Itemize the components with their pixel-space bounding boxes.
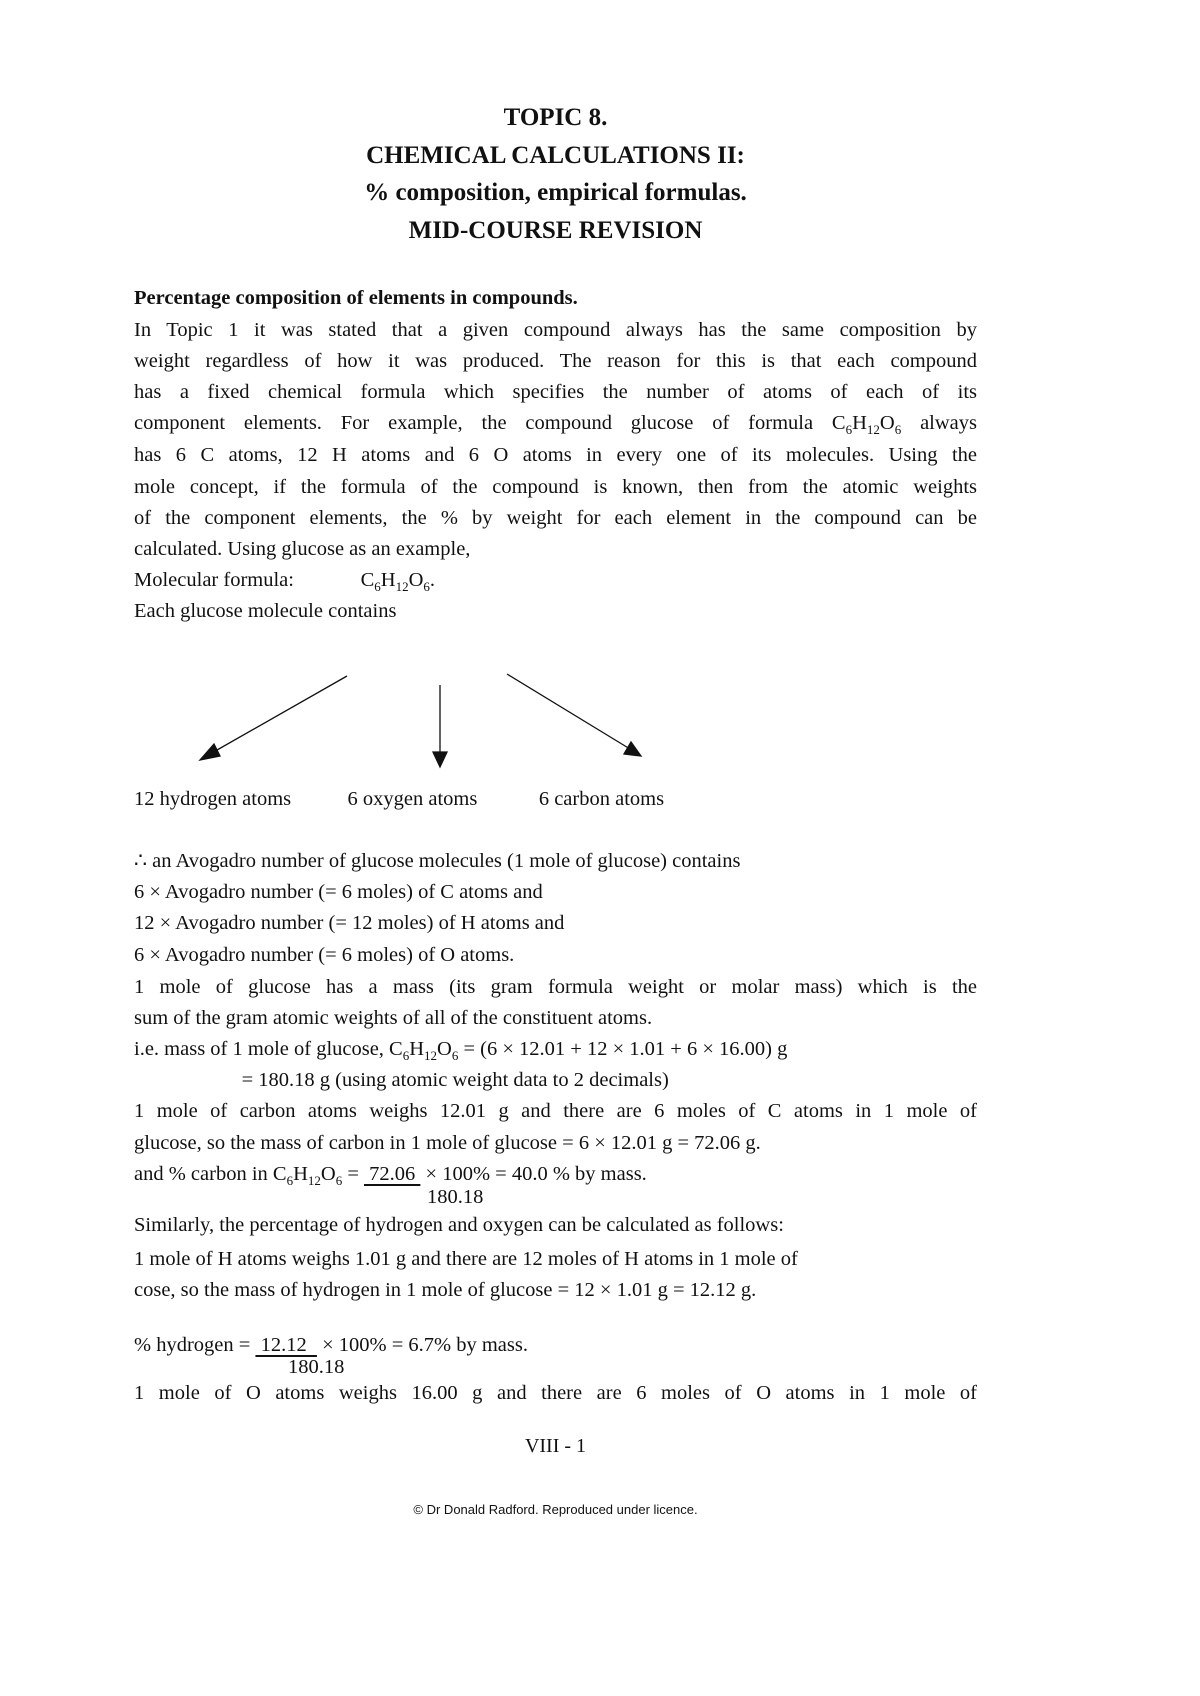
fraction-numerator: 12.12 xyxy=(255,1334,317,1356)
text-segment: 1 mole of H atoms weighs 1.01 g and there are 12 moles of H atoms in 1 mole of xyxy=(134,1248,798,1270)
text-segment: weight regardless of how it was produced. The reason for this is that each compound xyxy=(134,350,977,372)
text-segment: 1 mole of carbon atoms weighs 12.01 g and there are 6 moles of C atoms in 1 mole of xyxy=(134,1100,977,1122)
subscript: 6 xyxy=(286,1173,294,1188)
fraction-numerator: 72.06 xyxy=(364,1163,421,1185)
text-segment: = (6 × 12.01 + 12 × 1.01 + 6 × 16.00) g xyxy=(458,1038,788,1060)
text-segment: component elements. For example, the compound glucose of formula C xyxy=(134,412,846,434)
topic-number: TOPIC 8. xyxy=(503,104,608,131)
subscript: 6 xyxy=(894,422,902,437)
text-segment: O xyxy=(879,412,895,434)
subscript: 6 xyxy=(423,579,430,594)
text-segment: O xyxy=(320,1163,336,1185)
text-segment: . xyxy=(429,569,436,591)
text-segment: 1 mole of glucose has a mass (its gram formula weight or molar mass) which is the xyxy=(134,976,977,998)
text-segment: has a fixed chemical formula which specifies the number of atoms of each of its xyxy=(134,381,977,403)
text-segment: = xyxy=(342,1163,365,1185)
text-segment: 12 hydrogen atoms 6 oxygen atoms 6 carbon atoms xyxy=(134,788,665,810)
text-segment: 180.18 xyxy=(288,1356,345,1378)
subscript: 6 xyxy=(845,422,853,437)
text-segment: always xyxy=(901,412,977,434)
subscript: 12 xyxy=(866,422,880,437)
text-segment: 6 × Avogadro number (= 6 moles) of C atoms and xyxy=(134,881,543,903)
text-segment: Percentage composition of elements in compounds. xyxy=(134,287,578,309)
text-segment: In Topic 1 it was stated that a given compound always has the same composition by xyxy=(134,319,977,341)
text-segment: O xyxy=(437,1038,452,1060)
topic-subtitle: % composition, empirical formulas. xyxy=(364,179,747,206)
arrow-to-carbon xyxy=(507,674,630,749)
topic-revision: MID-COURSE REVISION xyxy=(408,217,703,244)
text-segment: Each glucose molecule contains xyxy=(134,600,397,622)
text-segment: ∴ an Avogadro number of glucose molecules (1 mole of glucose) contains xyxy=(134,850,741,872)
text-segment: and % carbon in C xyxy=(134,1163,287,1185)
text-segment: % hydrogen = xyxy=(134,1334,256,1356)
subscript: 6 xyxy=(335,1173,343,1188)
text-segment: mole concept, if the formula of the compound is known, then from the atomic weights xyxy=(134,476,977,498)
subscript: 6 xyxy=(451,1048,459,1063)
arrowhead-carbon xyxy=(624,742,641,756)
text-segment: O xyxy=(408,569,424,591)
subscript: 6 xyxy=(402,1048,410,1063)
text-segment: × 100% = 6.7% by mass. xyxy=(316,1334,528,1356)
text-segment: 12 × Avogadro number (= 12 moles) of H atoms and xyxy=(134,912,565,934)
arrowhead-hydrogen xyxy=(200,744,220,760)
text-segment: Similarly, the percentage of hydrogen and oxygen can be calculated as follows: xyxy=(134,1214,784,1236)
arrowhead-oxygen xyxy=(433,752,447,767)
text-segment: 180.18 xyxy=(427,1186,484,1208)
text-segment: H xyxy=(380,569,396,591)
text-segment: × 100% = 40.0 % by mass. xyxy=(420,1163,647,1185)
text-segment: has 6 C atoms, 12 H atoms and 6 O atoms in every one of its molecules. Using the xyxy=(134,444,977,466)
text-segment: = 180.18 g (using atomic weight data to 2 decimals) xyxy=(134,1069,669,1091)
arrow-to-hydrogen xyxy=(210,676,347,754)
text-segment: cose, so the mass of hydrogen in 1 mole of glucose = 12 × 1.01 g = 12.12 g. xyxy=(134,1279,757,1301)
text-segment: i.e. mass of 1 mole of glucose, C xyxy=(134,1038,403,1060)
subscript: 12 xyxy=(395,579,409,594)
text-segment: H xyxy=(852,412,867,434)
subscript: 12 xyxy=(307,1173,321,1188)
text-segment: of the component elements, the % by weight for each element in the compound can be xyxy=(134,507,977,529)
text-segment: 1 mole of O atoms weighs 16.00 g and there are 6 moles of O atoms in 1 mole of xyxy=(134,1382,977,1404)
text-segment: H xyxy=(409,1038,425,1060)
topic-title: CHEMICAL CALCULATIONS II: xyxy=(366,142,745,169)
subscript: 6 xyxy=(374,579,381,594)
text-segment: calculated. Using glucose as an example, xyxy=(134,538,471,560)
subscript: 12 xyxy=(424,1048,438,1063)
text-segment: 6 × Avogadro number (= 6 moles) of O atoms. xyxy=(134,944,515,966)
text-segment: Molecular formula: C xyxy=(134,569,375,591)
text-segment: H xyxy=(293,1163,308,1185)
text-segment: sum of the gram atomic weights of all of the constituent atoms. xyxy=(134,1007,653,1029)
page-number: VIII - 1 xyxy=(524,1435,587,1457)
text-segment: glucose, so the mass of carbon in 1 mole of glucose = 6 × 12.01 g = 72.06 g. xyxy=(134,1132,761,1154)
copyright-notice: © Dr Donald Radford. Reproduced under licence. xyxy=(413,1502,698,1517)
